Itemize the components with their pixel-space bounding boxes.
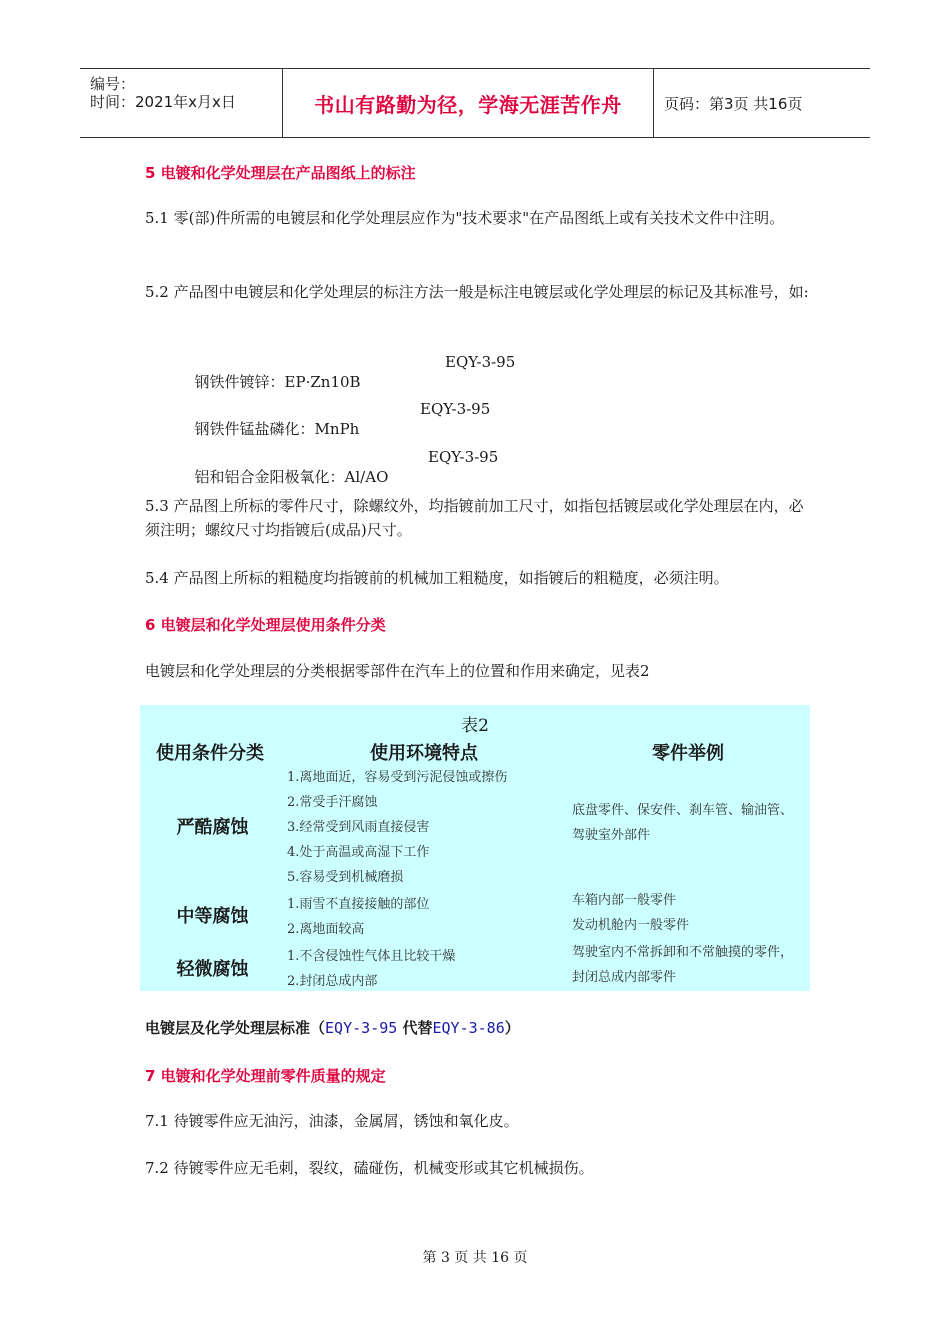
table-header-features: 使用环境特点 xyxy=(370,743,478,764)
para-5-3: 5.3 产品图上所标的零件尺寸，除螺纹外，均指镀前加工尺寸，如指包括镀层或化学处理层在内，必须注明；螺纹尺寸均指镀后(成品)尺寸。 xyxy=(145,497,804,539)
page-header xyxy=(80,68,870,138)
severe-feature-5: 5.容易受到机械磨损 xyxy=(287,870,404,885)
example-1-code: EQY-3-95 xyxy=(445,353,516,371)
example-1-text: 钢铁件镀锌：EP·Zn10B xyxy=(194,373,361,391)
standard-code-current: EQY-3-95 xyxy=(325,1019,398,1037)
severe-feature-4: 4.处于高温或高湿下工作 xyxy=(287,845,430,860)
para-6-intro: 电镀层和化学处理层的分类根据零部件在汽车上的位置和作用来确定，见表2 xyxy=(145,662,650,680)
example-2-code: EQY-3-95 xyxy=(420,400,491,418)
table-header-examples: 零件举例 xyxy=(652,743,724,764)
standard-code-replaced: EQY-3-86 xyxy=(432,1019,505,1037)
table-row-severe-category: 严酷腐蚀 xyxy=(176,817,249,838)
example-3-code: EQY-3-95 xyxy=(428,448,499,466)
header-number: 编号： xyxy=(90,75,136,93)
severe-feature-2: 2.常受手汗腐蚀 xyxy=(287,795,378,810)
para-7-2: 7.2 待镀零件应无毛刺，裂纹，磕碰伤，机械变形或其它机械损伤。 xyxy=(145,1159,594,1177)
standard-prefix: 电镀层及化学处理层标准（ xyxy=(145,1019,326,1037)
condition-table xyxy=(140,705,810,991)
para-5-4: 5.4 产品图上所标的粗糙度均指镀前的机械加工粗糙度，如指镀后的粗糙度，必须注明。 xyxy=(145,569,729,587)
para-5-1: 5.1 零(部)件所需的电镀层和化学处理层应作为"技术要求"在产品图纸上或有关技术文件中注明。 xyxy=(145,209,785,227)
header-page-cell xyxy=(664,69,870,137)
para-7-1: 7.1 待镀零件应无油污，油漆，金属屑，锈蚀和氧化皮。 xyxy=(145,1112,519,1130)
standard-suffix: ） xyxy=(504,1019,520,1037)
medium-example-2: 发动机舱内一般零件 xyxy=(572,918,690,933)
table-header-category: 使用条件分类 xyxy=(156,743,264,764)
standard-middle: 代替 xyxy=(397,1019,433,1037)
section-6-title: 6 电镀层和化学处理层使用条件分类 xyxy=(145,616,386,634)
light-feature-2: 2.封闭总成内部 xyxy=(287,974,378,989)
light-feature-1: 1.不含侵蚀性气体且比较干燥 xyxy=(287,949,456,964)
severe-example: 底盘零件、保安件、刹车管、输油管、驾驶室外部件 xyxy=(572,803,794,843)
severe-feature-3: 3.经常受到风雨直接侵害 xyxy=(287,820,430,835)
header-page-label: 页码：第3页 共16页 xyxy=(664,94,803,113)
table-caption: 表2 xyxy=(461,716,489,736)
section-7-title: 7 电镀和化学处理前零件质量的规定 xyxy=(145,1067,386,1085)
header-motto: 书山有路勤为径，学海无涯苦作舟 xyxy=(283,69,654,137)
light-example: 驾驶室内不常拆卸和不常触摸的零件，封闭总成内部零件 xyxy=(572,945,794,985)
example-3-text: 铝和铝合金阳极氧化：Al/AO xyxy=(194,468,389,486)
page-footer: 第 3 页 共 16 页 xyxy=(422,1250,528,1266)
header-date: 时间：2021年x月x日 xyxy=(90,93,236,111)
medium-example-1: 车箱内部一般零件 xyxy=(572,893,677,908)
section-5-title: 5 电镀和化学处理层在产品图纸上的标注 xyxy=(145,164,416,182)
table-row-medium-category: 中等腐蚀 xyxy=(176,906,249,927)
example-2-text: 钢铁件锰盐磷化：MnPh xyxy=(194,420,360,438)
medium-feature-1: 1.雨雪不直接接触的部位 xyxy=(287,897,430,912)
medium-feature-2: 2.离地面较高 xyxy=(287,922,365,937)
standard-line xyxy=(145,1017,520,1038)
header-meta-cell xyxy=(80,69,283,137)
severe-feature-1: 1.离地面近，容易受到污泥侵蚀或擦伤 xyxy=(287,770,508,785)
para-5-2: 5.2 产品图中电镀层和化学处理层的标注方法一般是标注电镀层或化学处理层的标记及其标准号，如: xyxy=(145,283,809,301)
table-row-light-category: 轻微腐蚀 xyxy=(176,959,249,980)
